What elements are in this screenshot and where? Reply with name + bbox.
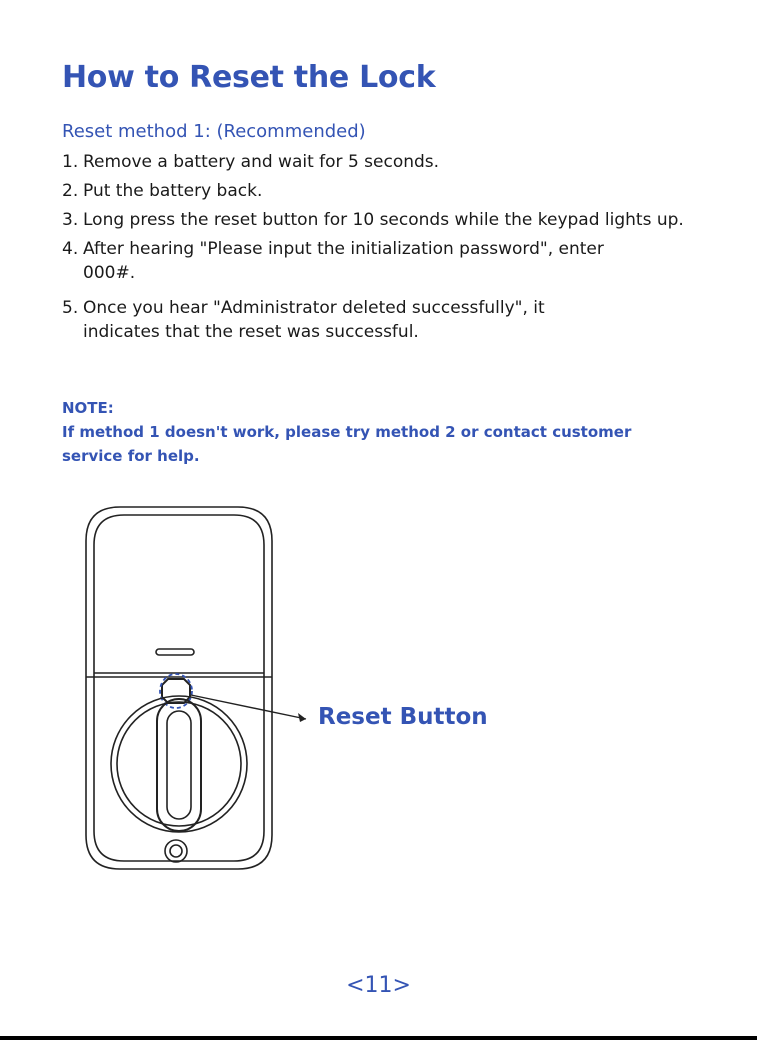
bottom-rule [0,1036,757,1040]
step-text: Put the battery back. [83,181,263,201]
note-label: NOTE: [62,399,114,417]
step-item [62,150,702,174]
step-number: 5. [62,298,79,318]
callout-arrow [191,695,306,719]
lock-inner-body [94,515,264,861]
step-text: After hearing "Please input the initialization password", enter 000#. [83,239,604,283]
step-text: Once you hear "Administrator deleted successfully", it indicates that the reset was successful. [83,298,545,342]
reset-button-callout: Reset Button [318,704,488,730]
steps-list [62,150,702,349]
lock-outer-body [86,507,272,869]
step-item [62,237,643,285]
note-text: If method 1 doesn't work, please try method 2 or contact customer service for help. [62,423,632,465]
page-title: How to Reset the Lock [62,60,436,95]
step-number: 2. [62,181,79,201]
lock-illustration [60,495,360,895]
step-item [62,296,623,344]
step-number: 4. [62,239,79,259]
thumb-turn-ring [111,696,247,832]
page-number: <11> [346,973,411,998]
thumb-turn-grip [157,699,201,831]
step-item [62,208,702,232]
step-text: Long press the reset button for 10 seconds while the keypad lights up. [83,210,684,230]
step-item [62,179,702,203]
step-number: 3. [62,210,79,230]
keyhole-icon [165,840,187,862]
indicator-slot [156,649,194,655]
step-number: 1. [62,152,79,172]
step-text: Remove a battery and wait for 5 seconds. [83,152,440,172]
method-heading: Reset method 1: (Recommended) [62,121,366,142]
